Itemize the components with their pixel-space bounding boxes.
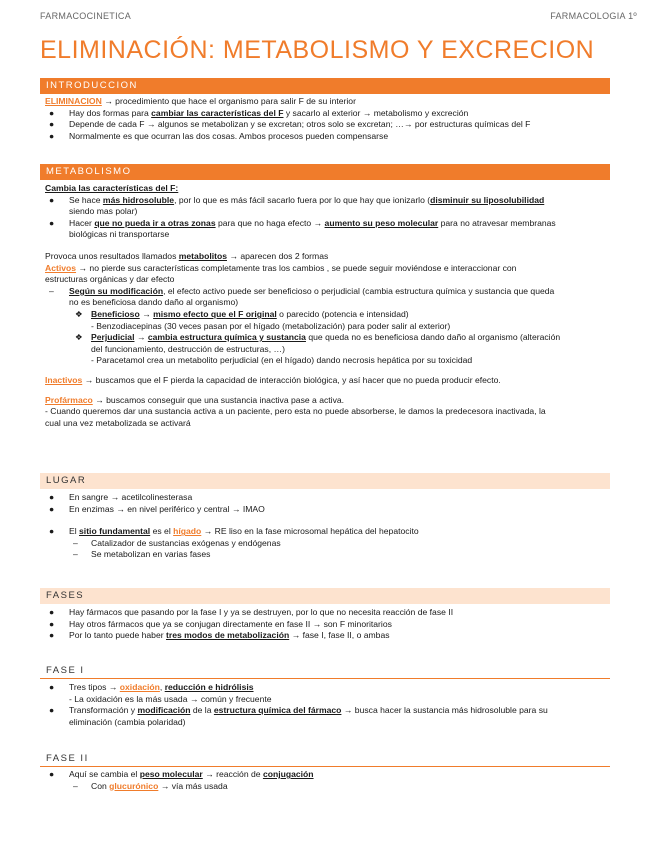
bullet-icon: ● [49,682,55,692]
list-item: ❖ Beneficioso → mismo efecto que el F original o parecido (potencia e intensidad) [75,308,409,319]
bullet-icon: ● [49,194,55,205]
bullet-icon: ● [49,526,55,537]
list-item-continuation: biológicas ni transportarse [69,229,170,240]
paragraph: Provoca unos resultados llamados metabolitos → aparecen dos 2 formas [45,250,329,261]
list-item: ● Aquí se cambia el peso molecular → reacción de conjugación [49,769,314,779]
bullet-icon: ● [49,119,55,130]
list-item-continuation: del funcionamiento, destrucción de estructuras, …) [91,343,285,354]
list-item-continuation: - Benzodiacepinas (30 veces pasan por el hígado (metabolización) para poder salir al exterior) [91,320,451,331]
section-fase-2 [45,769,605,792]
paragraph: Profármaco → buscamos conseguir que una sustancia inactiva pase a activa. [45,394,345,405]
paragraph: ELIMINACION → procedimiento que hace el organismo para salir F de su interior [45,96,356,106]
dash-icon: – [73,780,78,791]
section-metabolismo [45,183,605,429]
list-item-continuation: no es beneficiosa dando daño al organismo) [69,297,239,308]
list-item: – Se metabolizan en varias fases [73,549,211,560]
bullet-icon: ● [49,130,55,141]
bullet-icon: ● [49,618,55,629]
list-item: ● En sangre → acetilcolinesterasa [49,492,193,502]
list-item: ● Tres tipos → oxidación, reducción e hidrólisis [49,682,254,692]
bullet-icon: ● [49,503,55,514]
paragraph: Inactivos → buscamos que el F pierda la capacidad de interacción biológica, y así hacer que no pueda producir efecto. [45,374,501,385]
list-item: ● Hacer que no pueda ir a otras zonas para que no haga efecto → aumento su peso molecular para no atravesar membranas [49,217,556,228]
paragraph-continuation: estructuras orgánicas y dar efecto [45,274,175,285]
section-heading-metabolismo: METABOLISMO [40,164,610,180]
paragraph: - Cuando queremos dar una sustancia activa a un paciente, pero esta no puede absorberse, le damos la predecesora inactivada, la [45,406,546,417]
page-title: ELIMINACIÓN: METABOLISMO Y EXCRECION [40,36,595,64]
list-item: ● Hay fármacos que pasando por la fase I y ya se destruyen, por lo que no necesita reacción de fase II [49,607,454,617]
dash-icon: – [73,549,78,560]
paragraph: Activos → no pierde sus características completamente tras los cambios , se puede seguir moviéndose e interaccionar con [45,262,517,273]
bullet-icon: ● [49,630,55,641]
section-fases [45,607,605,642]
list-item: ● Hay otros fármacos que ya se conjugan directamente en fase II → son F minoritarios [49,618,392,629]
section-heading-fase-1: FASE I [40,663,610,679]
list-item: ● El sitio fundamental es el hígado → RE liso en la fase microsomal hepática del hepatocito [49,526,419,537]
dash-icon: – [73,537,78,548]
section-fase-1 [45,682,605,728]
list-item: ● Depende de cada F → algunos se metabolizan y se excretan; otros solo se excretan; …→ por estructuras químicas del F [49,119,531,130]
subheading: Cambia las características del F: [45,183,179,193]
list-item: ● Se hace más hidrosoluble, por lo que es más fácil sacarlo fuera por lo que hay que ionizarlo (disminuir su liposolubilidad [49,194,545,205]
list-item-continuation: - Paracetamol crea un metabolito perjudicial (en el hígado) dando necrosis hepática por su toxicidad [91,355,473,366]
header-right: FARMACOLOGIA 1º [550,11,637,21]
list-item: – Catalizador de sustancias exógenas y endógenas [73,537,281,548]
header-left: FARMACOCINETICA [40,11,132,21]
bullet-icon: ● [49,769,55,779]
section-heading-fase-2: FASE II [40,751,610,767]
list-item-continuation: eliminación (cambia polaridad) [69,716,186,727]
dash-icon: – [49,285,54,296]
list-item: ● Normalmente es que ocurran las dos cosas. Ambos procesos pueden compensarse [49,130,389,141]
section-heading-fases: FASES [40,588,610,604]
bullet-icon: ● [49,607,55,617]
bullet-icon: ● [49,217,55,228]
section-heading-lugar: LUGAR [40,473,610,489]
bullet-icon: ● [49,705,55,716]
diamond-bullet-icon: ❖ [75,308,83,319]
list-item-continuation: siendo mas polar) [69,206,138,217]
section-introduccion [45,96,605,142]
bullet-icon: ● [49,107,55,118]
list-item: ● En enzimas → en nivel periférico y central → IMAO [49,503,265,514]
list-item: ❖ Perjudicial → cambia estructura química y sustancia que queda no es beneficiosa dando daño al organismo (alteración [75,332,561,343]
list-item: ● Por lo tanto puede haber tres modos de metabolización → fase I, fase II, o ambas [49,630,390,641]
list-item: – Con glucurónico → vía más usada [73,780,228,791]
paragraph-continuation: cual una vez metabolizada se activará [45,417,191,428]
list-item: – Según su modificación, el efecto activo puede ser beneficioso o perjudicial (cambia estructura química y sustancia que queda [49,285,555,296]
list-item: ● Hay dos formas para cambiar las características del F y sacarlo al exterior → metabolismo y excreción [49,107,469,118]
bullet-icon: ● [49,492,55,502]
section-lugar [45,492,605,561]
list-item-continuation: - La oxidación es la más usada → común y frecuente [69,693,272,704]
diamond-bullet-icon: ❖ [75,332,83,343]
list-item: ● Transformación y modificación de la estructura química del fármaco → busca hacer la sustancia más hidrosoluble para su [49,705,548,716]
section-heading-introduccion: INTRODUCCION [40,78,610,94]
